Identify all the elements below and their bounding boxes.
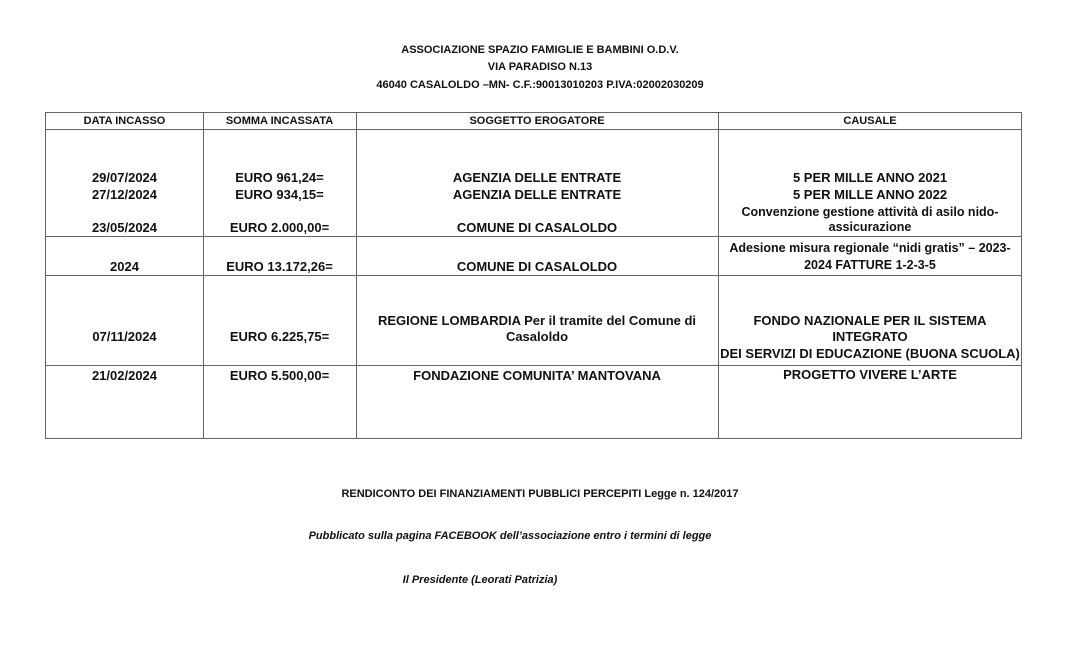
association-address: VIA PARADISO N.13 [487, 61, 593, 73]
row-cause: 5 PER MILLE ANNO 2021 [792, 170, 948, 185]
row-source: FONDAZIONE COMUNITA’ MANTOVANA [413, 368, 661, 383]
row-divider [46, 129, 1021, 130]
row-amount: EURO 934,15= [235, 187, 324, 202]
header-date: DATA INCASSO [83, 115, 166, 127]
row-cause: 5 PER MILLE ANNO 2022 [792, 187, 948, 202]
row-amount: EURO 6.225,75= [229, 329, 330, 344]
row-source: REGIONE LOMBARDIA Per il tramite del Comune di [377, 313, 697, 328]
row-divider [46, 365, 1021, 366]
president-signature: Il Presidente (Leorati Patrizia) [402, 574, 558, 586]
association-name: ASSOCIAZIONE SPAZIO FAMIGLIE E BAMBINI O.D.V. [401, 44, 679, 56]
row-date: 23/05/2024 [91, 220, 158, 235]
row-amount: EURO 5.500,00= [229, 368, 330, 383]
row-date: 2024 [110, 259, 139, 274]
row-amount: EURO 13.172,26= [226, 259, 333, 274]
row-cause: Adesione misura regionale “nidi gratis” – 2023- [729, 241, 1011, 255]
row-cause: FONDO NAZIONALE PER IL SISTEMA [753, 313, 987, 328]
report-title: RENDICONTO DEI FINANZIAMENTI PUBBLICI PERCEPITI Legge n. 124/2017 [341, 488, 739, 500]
row-source: AGENZIA DELLE ENTRATE [452, 187, 622, 202]
row-date: 07/11/2024 [92, 329, 157, 344]
row-cause: DEI SERVIZI DI EDUCAZIONE (BUONA SCUOLA) [720, 346, 1020, 361]
row-divider [46, 236, 1021, 237]
row-source: COMUNE DI CASALOLDO [456, 259, 618, 274]
funding-table [45, 112, 1022, 439]
row-source: AGENZIA DELLE ENTRATE [452, 170, 622, 185]
row-cause: Convenzione gestione attività di asilo nido- [741, 205, 999, 219]
row-cause: PROGETTO VIVERE L’ARTE [783, 367, 957, 382]
row-date: 21/02/2024 [91, 368, 158, 383]
row-source: Casaloldo [505, 329, 569, 344]
row-cause: 2024 FATTURE 1-2-3-5 [804, 258, 936, 272]
row-amount: EURO 961,24= [235, 170, 324, 185]
row-date: 29/07/2024 [91, 170, 158, 185]
association-fiscal-info: 46040 CASALOLDO –MN- C.F.:90013010203 P.IVA:02002030209 [376, 79, 704, 91]
row-divider [46, 275, 1021, 276]
row-cause: assicurazione [828, 220, 912, 234]
header-amount: SOMMA INCASSATA [225, 115, 334, 127]
row-date: 27/12/2024 [91, 187, 158, 202]
publication-note: Pubblicato sulla pagina FACEBOOK dell’associazione entro i termini di legge [308, 530, 712, 542]
header-cause: CAUSALE [843, 115, 897, 127]
header-source: SOGGETTO EROGATORE [469, 115, 605, 127]
row-cause: INTEGRATO [832, 329, 908, 344]
row-amount: EURO 2.000,00= [229, 220, 330, 235]
row-source: COMUNE DI CASALOLDO [456, 220, 618, 235]
